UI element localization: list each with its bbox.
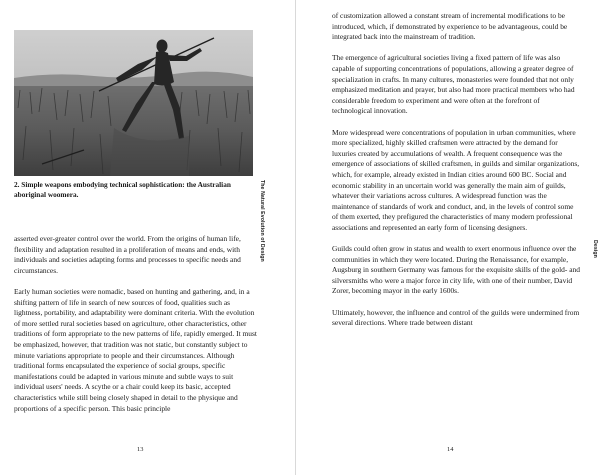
paragraph: More widespread were concentrations of population in urban communities, where more specialized, highly skilled craftsmen were attracted by the demand for luxuries created by accumulations of wealth. A frequent consequence was the emergence of associations of skilled craftsmen, in guilds and similar organizations, which, for example, already existed in Indian cities around 600 BC. Social and economic stability in an uncertain world was generally the main aim of guilds, whatever their variations across cultures. A widespread function was the maintenance of standards of work and conduct, and, in the levels of control some of them exerted, they prefigured the characteristics of many modern professional associations and represented an early form of licensing designers.	[332, 127, 580, 232]
paragraph: Guilds could often grow in status and wealth to exert enormous influence over the communities in which they were located. During the Renaissance, for example, Augsburg in southern Germany was famous for the exquisite skills of the gold- and silversmiths who were a major force in city life, with one of their number, David Zorer, becoming mayor in the early 1600s.	[332, 244, 580, 296]
left-page	[0, 0, 296, 475]
paragraph: of customization allowed a constant stream of incremental modifications to be introduced, which, if demonstrated by experience to be advantageous, could be integrated back into the mainstream of tradition.	[332, 11, 568, 42]
left-body-text	[14, 234, 260, 425]
photo-aboriginal-hunter-throwing-spear	[14, 30, 253, 176]
paragraph: Early human societies were nomadic, based on hunting and gathering, and, in a shifting pattern of life in search of new sources of food, qualities such as lightness, portability, and adaptability were dominant criteria. With the evolution of more settled rural societies based on agriculture, other characteristics, other traditions of form appropriate to the new patterns of life, rapidly emerged. It must be emphasized, however, that tradition was not static, but constantly subject to minute variations appropriate to people and their circumstances. Although traditional forms encapsulated the experience of social groups, specific manifestations could be adapted in various minute and subtle ways to suit individual users' needs. A scythe or a chair could keep its basic, accepted characteristics while still being closely shaped in detail to the physique and proportions of a specific person. This basic principle	[14, 286, 257, 413]
paragraph: asserted ever-greater control over the world. From the origins of human life, flexibility and adaptation resulted in a proliferation of means and ends, with individuals and societies adapting forms and processes to specific needs and circumstances.	[14, 234, 241, 275]
paragraph: The emergence of agricultural societies living a fixed pattern of life was also capable of supporting concentrations of populations, allowing a greater degree of specialization in crafts. In many cultures, monasteries were founded that not only emphasized meditation and prayer, but also had more practical members who had considerable freedom to experiment and were often at the forefront of technological innovation.	[332, 53, 575, 116]
running-head-left: The Natural Evolution of Design	[259, 180, 265, 262]
figure-caption: 2. Simple weapons embodying technical sophistication: the Australian aboriginal woomera.	[14, 180, 231, 199]
page-number-right: 14	[447, 446, 454, 453]
right-body-text	[332, 11, 580, 339]
photo-illustration	[14, 30, 253, 176]
right-page	[296, 0, 598, 475]
paragraph: Ultimately, however, the influence and control of the guilds were undermined from several directions. Where trade between distant	[332, 307, 580, 328]
page-number-left: 13	[137, 446, 144, 453]
running-head-right: Design	[592, 240, 598, 258]
